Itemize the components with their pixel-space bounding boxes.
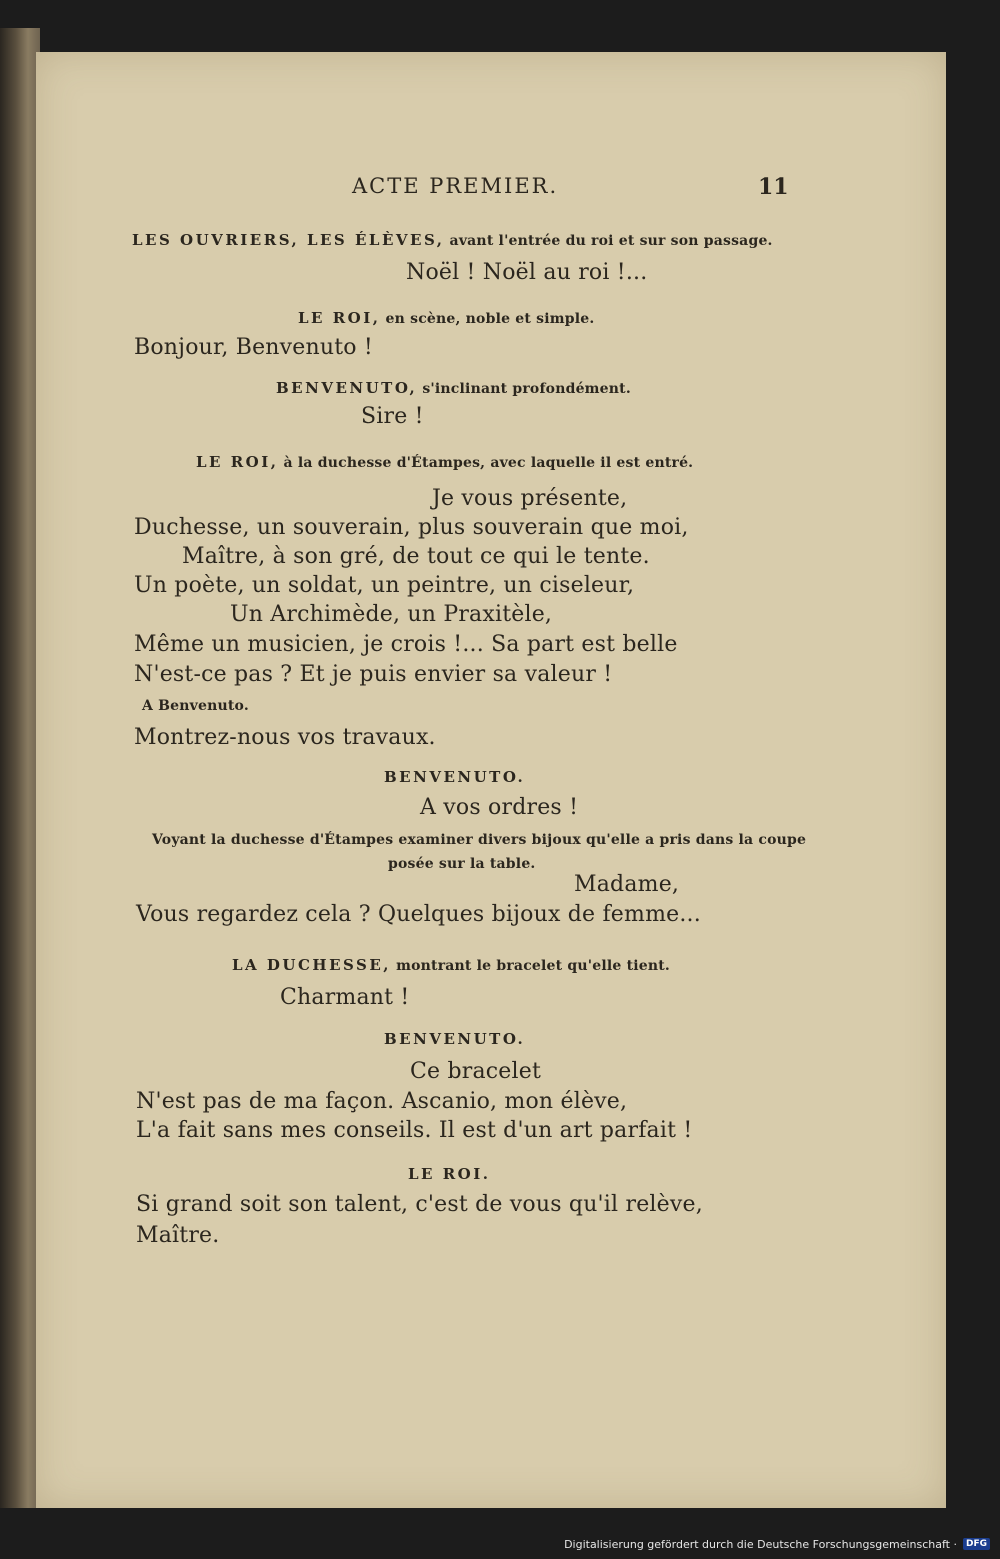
- speaker-name: BENVENUTO,: [276, 379, 418, 397]
- speaker-heading: [408, 1164, 490, 1183]
- book-binding: [0, 28, 40, 1508]
- verse-line: Sire !: [361, 404, 424, 429]
- verse-line: Charmant !: [280, 985, 410, 1010]
- verse-line: Même un musicien, je crois !... Sa part est belle: [134, 632, 678, 657]
- stage-direction: à la duchesse d'Étampes, avec laquelle il est entré.: [278, 455, 694, 471]
- dfg-logo-icon: DFG: [963, 1538, 990, 1550]
- book-page: [36, 52, 946, 1508]
- stage-direction: en scène, noble et simple.: [380, 311, 595, 327]
- speaker-name: LES OUVRIERS, LES ÉLÈVES,: [132, 231, 445, 249]
- verse-line: Un poète, un soldat, un peintre, un ciseleur,: [134, 573, 635, 598]
- verse-line: Maître.: [136, 1223, 220, 1248]
- verse-line: Si grand soit son talent, c'est de vous qu'il relève,: [136, 1192, 703, 1217]
- speaker-name: BENVENUTO.: [384, 768, 526, 786]
- speaker-name: LE ROI.: [408, 1165, 491, 1183]
- verse-line: Noël ! Noël au roi !...: [406, 260, 648, 285]
- speaker-name: BENVENUTO.: [384, 1030, 526, 1048]
- speaker-name: LA DUCHESSE,: [232, 956, 392, 974]
- verse-line: N'est pas de ma façon. Ascanio, mon élève,: [136, 1089, 628, 1114]
- verse-line: L'a fait sans mes conseils. Il est d'un art parfait !: [136, 1118, 693, 1143]
- verse-line: Vous regardez cela ? Quelques bijoux de femme...: [136, 902, 701, 927]
- credit-text: Digitalisierung gefördert durch die Deutsche Forschungsgemeinschaft ·: [564, 1537, 957, 1551]
- stage-direction: A Benvenuto.: [142, 698, 249, 714]
- stage-direction: avant l'entrée du roi et sur son passage.: [444, 233, 773, 249]
- verse-line: Montrez-nous vos travaux.: [134, 725, 436, 750]
- stage-direction: posée sur la table.: [388, 856, 536, 872]
- speaker-heading: [132, 230, 773, 249]
- verse-line: Madame,: [574, 872, 680, 897]
- verse-line: Bonjour, Benvenuto !: [134, 335, 373, 360]
- stage-direction: montrant le bracelet qu'elle tient.: [391, 958, 670, 974]
- verse-line: N'est-ce pas ? Et je puis envier sa valeur !: [134, 662, 613, 687]
- page-number: 11: [758, 174, 789, 200]
- digitization-credit: [564, 1531, 990, 1557]
- speaker-name: LE ROI,: [196, 453, 279, 471]
- speaker-heading: [276, 378, 631, 397]
- verse-line: Duchesse, un souverain, plus souverain que moi,: [134, 515, 689, 540]
- speaker-heading: [298, 308, 594, 327]
- verse-line: Ce bracelet: [410, 1059, 541, 1084]
- speaker-heading: [384, 1029, 525, 1048]
- speaker-heading: [232, 955, 670, 974]
- stage-direction: s'inclinant profondément.: [417, 381, 631, 397]
- verse-line: Je vous présente,: [432, 486, 628, 511]
- verse-line: A vos ordres !: [420, 795, 579, 820]
- verse-line: Un Archimède, un Praxitèle,: [230, 602, 553, 627]
- running-header: ACTE PREMIER.: [352, 174, 559, 198]
- speaker-heading: [384, 767, 525, 786]
- speaker-heading: [196, 452, 693, 471]
- stage-direction: Voyant la duchesse d'Étampes examiner divers bijoux qu'elle a pris dans la coupe: [152, 832, 807, 848]
- speaker-name: LE ROI,: [298, 309, 381, 327]
- verse-line: Maître, à son gré, de tout ce qui le tente.: [182, 544, 650, 569]
